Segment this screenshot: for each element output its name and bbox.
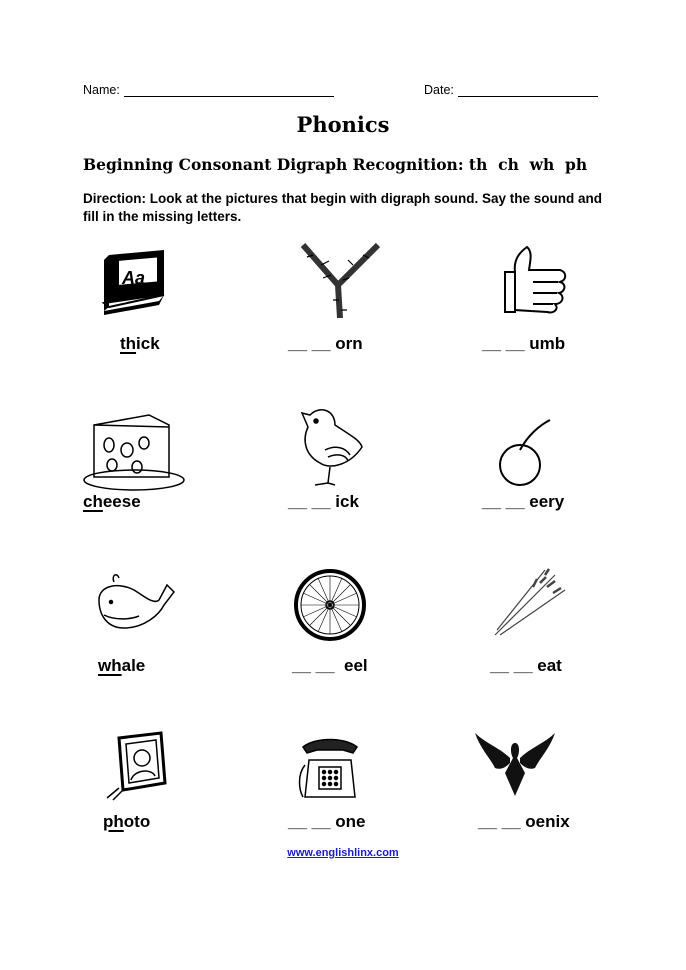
date-line[interactable] [458, 84, 598, 97]
photo-frame-icon [34, 728, 234, 803]
whale-icon [34, 570, 234, 635]
thumb-icon [430, 242, 630, 317]
directions: Direction: Look at the pictures that begin with digraph sound. Say the sound and fill in the missing letters. [83, 191, 603, 224]
book-icon [34, 245, 234, 320]
word-cheese: cheese [83, 492, 141, 511]
subtitle: Beginning Consonant Digraph Recognition: th ch wh ph [83, 155, 588, 174]
word-photo: photo [103, 812, 151, 831]
date-label: Date: [424, 83, 454, 97]
website-link[interactable]: www.englishlinx.com [287, 847, 399, 859]
phoenix-icon [415, 728, 615, 798]
phone-icon [230, 735, 430, 805]
wheel-icon [230, 565, 430, 645]
page-title: Phonics [296, 112, 390, 137]
word-orn[interactable]: __ __ orn [288, 334, 363, 353]
word-eat[interactable]: __ __ eat [490, 656, 562, 675]
name-label: Name: [83, 83, 120, 97]
word-ick[interactable]: __ __ ick [288, 492, 359, 511]
word-whale: whale [98, 656, 146, 675]
name-line[interactable] [124, 84, 334, 97]
date-field[interactable] [424, 83, 598, 97]
word-eery[interactable]: __ __ eery [482, 492, 565, 511]
name-field[interactable] [83, 83, 334, 97]
word-one[interactable]: __ __ one [288, 812, 366, 831]
footer [0, 847, 686, 859]
word-oenix[interactable]: __ __ oenix [478, 812, 570, 831]
cherry-icon [430, 415, 630, 490]
word-thick: thick [120, 334, 160, 353]
wheat-icon [430, 565, 630, 640]
word-umb[interactable]: __ __ umb [482, 334, 566, 353]
thorn-branch-icon [240, 240, 440, 320]
cheese-icon [34, 405, 234, 495]
word-eel[interactable]: __ __ eel [292, 656, 368, 675]
chick-icon [230, 405, 430, 490]
svg-text:Aa: Aa [122, 268, 146, 288]
